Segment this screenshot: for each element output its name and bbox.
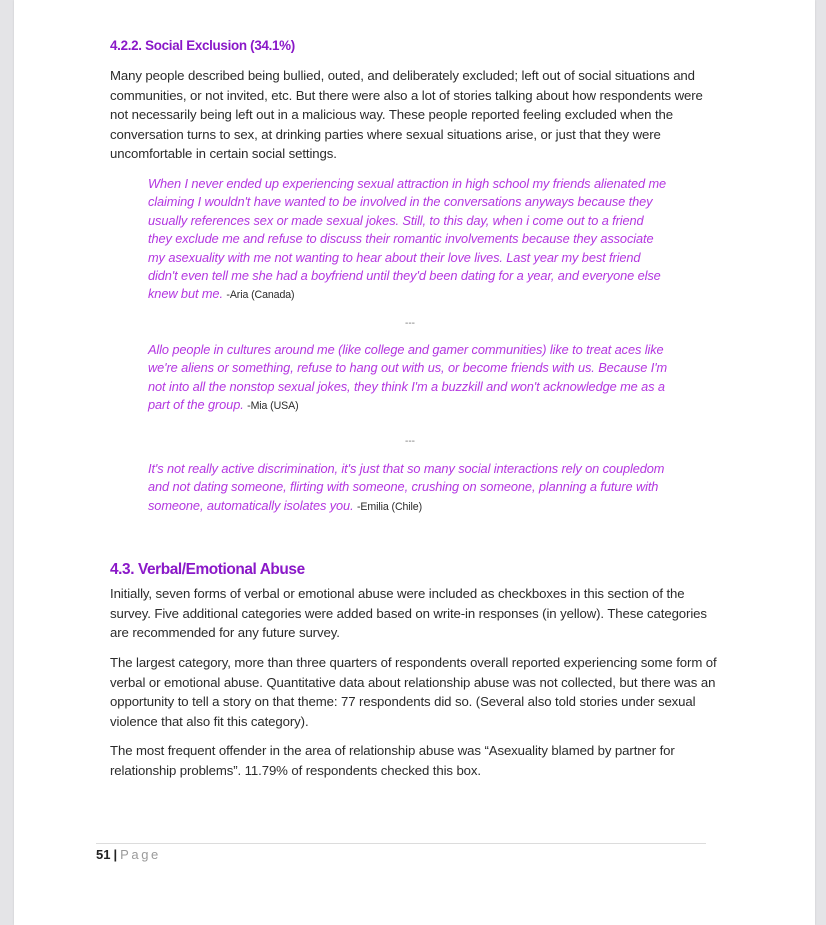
abuse-paragraph-3: The most frequent offender in the area of relationship abuse was “Asexuality blamed by partner for relationship problems”. 11.79% of respondents checked this box. bbox=[110, 743, 675, 778]
document-page bbox=[14, 0, 815, 925]
footer-divider bbox=[96, 843, 706, 844]
abuse-paragraph-1: Initially, seven forms of verbal or emotional abuse were included as checkboxes in this section of the survey. Five additional categories were added based on write-in responses (in yellow). These categories are recommended for any future survey. bbox=[110, 586, 707, 641]
quote-aria bbox=[148, 175, 668, 305]
quote-attribution: -Mia (USA) bbox=[247, 400, 299, 413]
quote-separator: --- bbox=[405, 318, 415, 329]
quote-text: Allo people in cultures around me (like college and gamer communities) like to treat aces like we're aliens or something, refuse to hang out with us, or become friends with us. Because I'm not into all the nonstop sexual jokes, they think I'm a buzzkill and won't acknowledge me as a part of the group. bbox=[148, 342, 668, 413]
footer-separator: | bbox=[113, 847, 118, 862]
quote-mia bbox=[148, 341, 668, 416]
section-heading-social-exclusion: 4.2.2. Social Exclusion (34.1%) bbox=[110, 38, 295, 53]
page-number: 51 bbox=[96, 847, 111, 862]
abuse-paragraph-2: The largest category, more than three quarters of respondents overall reported experiencing some form of verbal or emotional abuse. Quantitative data about relationship abuse was not collected, but there was an opportunity to tell a story on that theme: 77 respondents did so. (Several also told stories under sexual violence that also fit this category). bbox=[110, 655, 717, 729]
quote-attribution: -Aria (Canada) bbox=[226, 289, 295, 302]
section-heading-verbal-emotional-abuse: 4.3. Verbal/Emotional Abuse bbox=[110, 561, 305, 578]
quote-separator: --- bbox=[405, 436, 415, 447]
quote-attribution: -Emilia (Chile) bbox=[357, 500, 423, 513]
quote-text: When I never ended up experiencing sexual attraction in high school my friends alienated me claiming I wouldn't have wanted to be involved in the conversations anyways because they usually references sex or made sexual jokes. Still, to this day, when i come out to a friend they exclude me and refuse to discuss their romantic involvements because they associate my asexuality with me not wanting to hear about their love lives. Last year my best friend didn't even tell me she had a boyfriend until they'd been dating for a year, and everyone else knew but me. bbox=[148, 176, 667, 302]
quote-text: It's not really active discrimination, it's just that so many social interactions rely on coupledom and not dating someone, flirting with someone, crushing on someone, planning a future with someone, automatically isolates you. bbox=[148, 461, 665, 513]
page-footer bbox=[96, 847, 161, 862]
page-label: Page bbox=[120, 847, 161, 862]
social-exclusion-intro: Many people described being bullied, outed, and deliberately excluded; left out of social situations and communities, or not invited, etc. But there were also a lot of stories talking about how respondents were not necessarily being left out in a malicious way. These people reported feeling excluded when the conversation turns to sex, at drinking parties where sexual situations arise, or just that they were uncomfortable in certain social settings. bbox=[110, 68, 703, 162]
quote-emilia bbox=[148, 460, 668, 516]
